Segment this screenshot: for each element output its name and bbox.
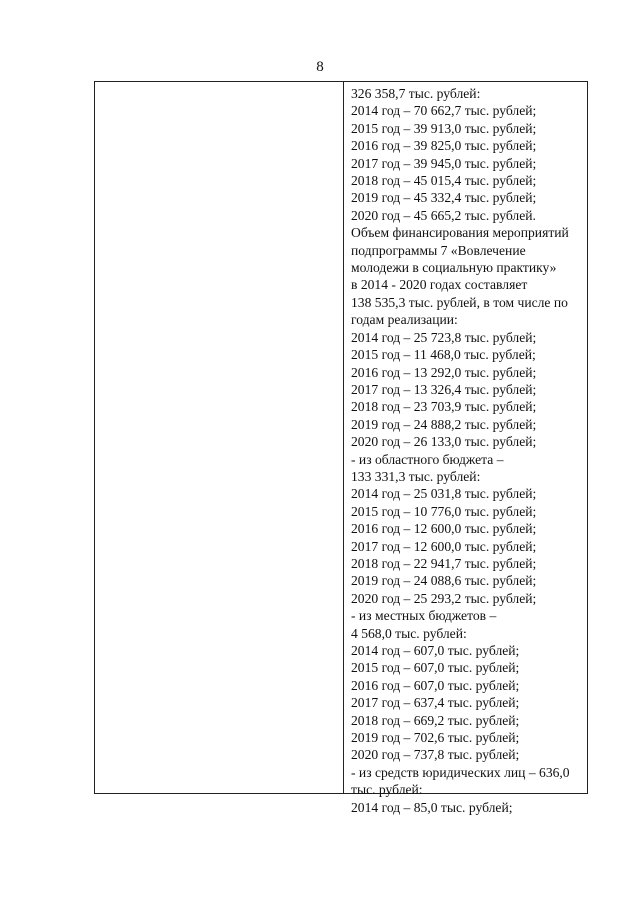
funding-text-line: 2020 год – 45 665,2 тыс. рублей. (351, 207, 536, 223)
funding-text-line: 2015 год – 607,0 тыс. рублей; (351, 660, 520, 676)
funding-text-line: годам реализации: (351, 312, 458, 328)
funding-text-line: 2014 год – 25 031,8 тыс. рублей; (351, 486, 537, 502)
funding-text-line: 2016 год – 13 292,0 тыс. рублей; (351, 364, 537, 380)
funding-text-line: 2014 год – 70 662,7 тыс. рублей; (351, 103, 537, 119)
funding-text-line: тыс. рублей: (351, 782, 423, 798)
funding-text-line: 2015 год – 11 468,0 тыс. рублей; (351, 347, 536, 363)
funding-text-line: 2016 год – 607,0 тыс. рублей; (351, 677, 520, 693)
funding-text-line: в 2014 - 2020 годах составляет (351, 277, 528, 293)
funding-text-line: 2018 год – 23 703,9 тыс. рублей; (351, 399, 537, 415)
funding-text-line: - из местных бюджетов – (351, 608, 497, 624)
funding-text-line: 2017 год – 637,4 тыс. рублей; (351, 695, 520, 711)
funding-text-line: Объем финансирования мероприятий (351, 225, 569, 241)
funding-text-line: 2014 год – 85,0 тыс. рублей; (351, 799, 513, 815)
funding-text-line: 138 535,3 тыс. рублей, в том числе по (351, 294, 568, 310)
funding-text-line: 2019 год – 24 888,2 тыс. рублей; (351, 416, 537, 432)
funding-text-line: 2019 год – 45 332,4 тыс. рублей; (351, 190, 537, 206)
funding-text-line: 2016 год – 12 600,0 тыс. рублей; (351, 521, 537, 537)
table-right-cell (351, 85, 585, 816)
funding-text-line: 2017 год – 39 945,0 тыс. рублей; (351, 155, 537, 171)
funding-text-line: 2018 год – 45 015,4 тыс. рублей; (351, 173, 537, 189)
funding-text-line: молодежи в социальную практику» (351, 260, 557, 276)
funding-text-line: - из средств юридических лиц – 636,0 (351, 764, 570, 780)
funding-text-line: 2014 год – 607,0 тыс. рублей; (351, 643, 520, 658)
funding-text-line: 2019 год – 702,6 тыс. рублей; (351, 730, 520, 746)
funding-text-line: 2017 год – 13 326,4 тыс. рублей; (351, 381, 537, 397)
funding-text-line: 2016 год – 39 825,0 тыс. рублей; (351, 138, 537, 154)
page-number: 8 (316, 59, 324, 75)
funding-text-line: 326 358,7 тыс. рублей: (351, 86, 481, 101)
funding-text-line: 2015 год – 39 913,0 тыс. рублей; (351, 120, 537, 136)
funding-text-line: 2014 год – 25 723,8 тыс. рублей; (351, 329, 537, 345)
funding-text-line: 133 331,3 тыс. рублей: (351, 468, 481, 484)
funding-text-line: подпрограммы 7 «Вовлечение (351, 242, 526, 258)
funding-text-line: 2015 год – 10 776,0 тыс. рублей; (351, 503, 537, 519)
funding-text-line: 2018 год – 669,2 тыс. рублей; (351, 712, 520, 728)
funding-text-line: 2017 год – 12 600,0 тыс. рублей; (351, 538, 537, 554)
funding-text-line: 2019 год – 24 088,6 тыс. рублей; (351, 573, 537, 589)
funding-text-line: 2020 год – 737,8 тыс. рублей; (351, 747, 520, 763)
funding-text-line: 2020 год – 26 133,0 тыс. рублей; (351, 434, 537, 450)
funding-text-line: - из областного бюджета – (351, 451, 504, 467)
table-column-divider (343, 82, 344, 793)
funding-text-line: 2018 год – 22 941,7 тыс. рублей; (351, 555, 537, 571)
funding-text-line: 2020 год – 25 293,2 тыс. рублей; (351, 590, 537, 606)
table-left-cell (95, 82, 343, 793)
document-table (94, 81, 588, 815)
funding-text-line: 4 568,0 тыс. рублей: (351, 625, 467, 641)
